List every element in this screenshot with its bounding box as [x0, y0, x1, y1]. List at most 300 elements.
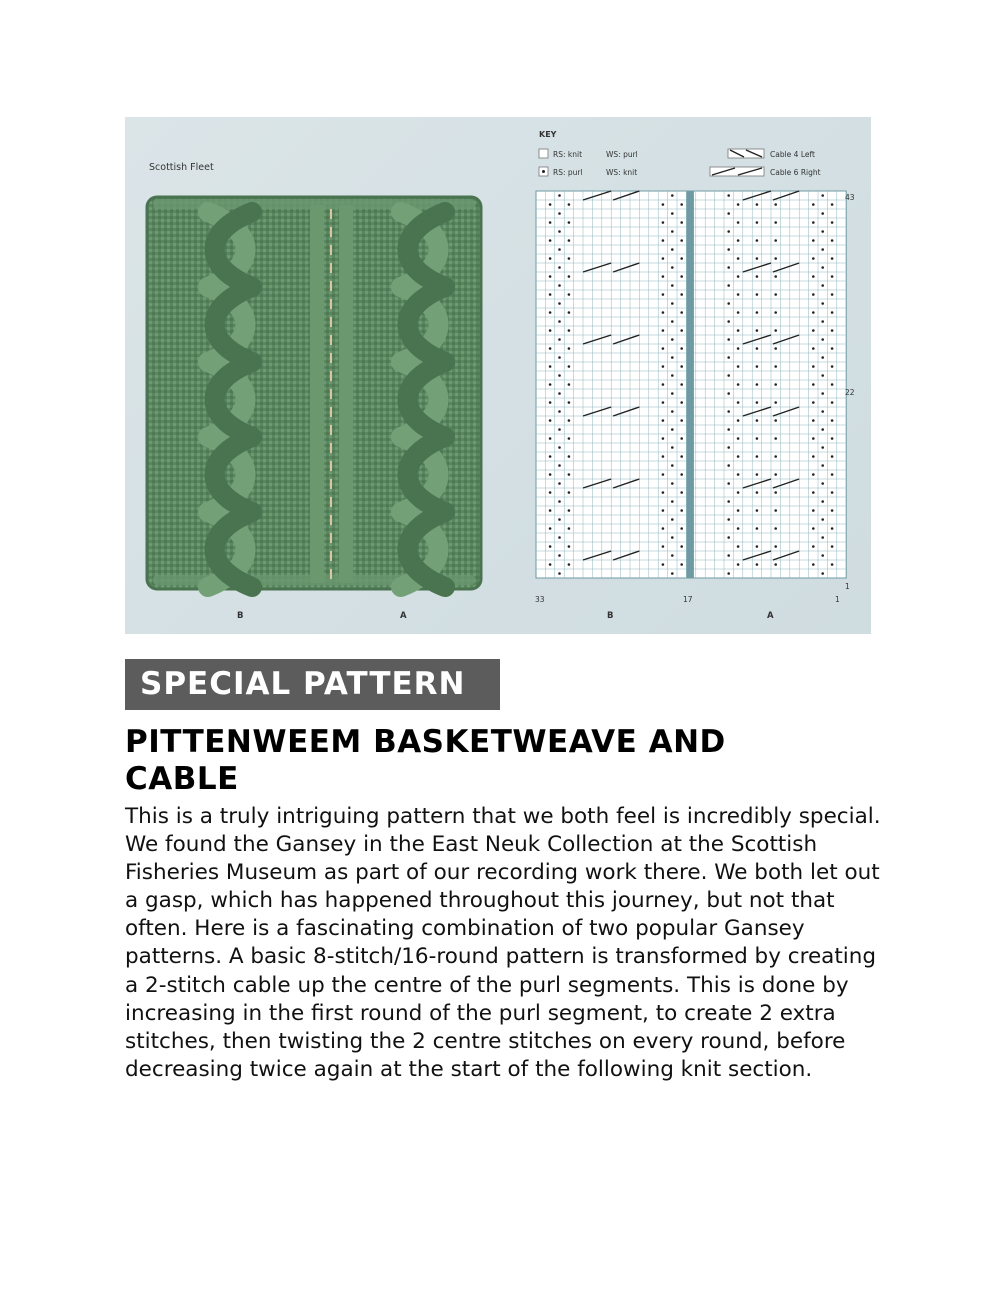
- purl-dot: [737, 257, 740, 260]
- purl-dot: [549, 275, 552, 278]
- purl-dot: [831, 509, 834, 512]
- purl-dot: [558, 500, 561, 503]
- purl-dot: [831, 239, 834, 242]
- purl-dot: [671, 554, 674, 557]
- purl-dot: [680, 563, 683, 566]
- purl-dot: [812, 401, 815, 404]
- row-number-43: 43: [845, 193, 855, 202]
- purl-dot: [568, 491, 571, 494]
- purl-dot: [671, 320, 674, 323]
- purl-dot: [737, 239, 740, 242]
- purl-dot: [831, 221, 834, 224]
- purl-dot: [568, 293, 571, 296]
- purl-dot: [558, 266, 561, 269]
- purl-dot: [671, 230, 674, 233]
- purl-dot: [756, 437, 759, 440]
- purl-dot: [831, 383, 834, 386]
- purl-dot: [662, 257, 665, 260]
- purl-dot: [671, 284, 674, 287]
- purl-dot: [821, 536, 824, 539]
- knit-box-icon: [539, 149, 548, 158]
- purl-dot: [549, 311, 552, 314]
- purl-dot: [549, 329, 552, 332]
- purl-dot: [812, 293, 815, 296]
- purl-dot: [662, 239, 665, 242]
- purl-dot: [727, 230, 730, 233]
- purl-dot: [671, 428, 674, 431]
- purl-dot: [727, 410, 730, 413]
- purl-dot: [756, 401, 759, 404]
- purl-dot: [680, 275, 683, 278]
- col-number-1: 1: [835, 595, 840, 604]
- swatch-label-a: A: [400, 611, 407, 621]
- purl-dot: [680, 311, 683, 314]
- col-number-17: 17: [683, 595, 693, 604]
- purl-dot: [549, 437, 552, 440]
- purl-dot: [662, 527, 665, 530]
- purl-dot: [727, 284, 730, 287]
- purl-dot: [671, 266, 674, 269]
- purl-dot: [774, 527, 777, 530]
- purl-dot: [812, 347, 815, 350]
- purl-dot: [549, 257, 552, 260]
- purl-dot: [549, 473, 552, 476]
- purl-dot: [727, 554, 730, 557]
- purl-dot: [756, 329, 759, 332]
- purl-dot: [558, 284, 561, 287]
- purl-dot: [662, 419, 665, 422]
- purl-dot: [680, 419, 683, 422]
- purl-dot: [831, 203, 834, 206]
- purl-dot: [737, 383, 740, 386]
- purl-dot: [568, 275, 571, 278]
- purl-dot: [821, 572, 824, 575]
- key-ws-knit: WS: knit: [606, 168, 638, 177]
- chart-label-a: A: [767, 611, 774, 621]
- purl-dot: [812, 473, 815, 476]
- purl-dot: [821, 266, 824, 269]
- purl-dot: [756, 491, 759, 494]
- purl-dot: [727, 266, 730, 269]
- key-cable-6-right: Cable 6 Right: [770, 168, 821, 177]
- purl-dot: [568, 455, 571, 458]
- purl-dot: [831, 329, 834, 332]
- purl-dot: [568, 437, 571, 440]
- purl-dot: [727, 338, 730, 341]
- purl-dot: [680, 383, 683, 386]
- key-rs-purl: RS: purl: [553, 168, 583, 177]
- purl-dot: [558, 356, 561, 359]
- purl-dot: [727, 446, 730, 449]
- purl-dot: [680, 347, 683, 350]
- purl-dot: [558, 446, 561, 449]
- purl-dot: [558, 212, 561, 215]
- purl-dot: [727, 212, 730, 215]
- purl-dot: [671, 572, 674, 575]
- purl-dot: [821, 356, 824, 359]
- purl-dot: [662, 275, 665, 278]
- purl-dot: [680, 329, 683, 332]
- purl-dot: [568, 473, 571, 476]
- purl-dot: [671, 518, 674, 521]
- purl-dot: [756, 257, 759, 260]
- purl-dot: [774, 221, 777, 224]
- purl-dot: [727, 356, 730, 359]
- purl-dot: [831, 491, 834, 494]
- purl-dot: [727, 392, 730, 395]
- purl-dot: [680, 239, 683, 242]
- cable-4-left-icon: [728, 149, 764, 158]
- purl-dot: [549, 239, 552, 242]
- purl-dot: [737, 203, 740, 206]
- purl-dot: [671, 500, 674, 503]
- pattern-figure: [125, 117, 871, 634]
- purl-dot: [549, 545, 552, 548]
- col-number-33: 33: [535, 595, 545, 604]
- row-number-1: 1: [845, 582, 850, 591]
- purl-dot: [756, 347, 759, 350]
- purl-dot: [568, 347, 571, 350]
- purl-dot: [737, 275, 740, 278]
- purl-dot: [812, 455, 815, 458]
- purl-dot: [774, 293, 777, 296]
- purl-dot: [662, 329, 665, 332]
- purl-dot: [558, 338, 561, 341]
- purl-dot: [737, 221, 740, 224]
- purl-dot: [737, 455, 740, 458]
- purl-dot: [821, 518, 824, 521]
- purl-dot: [680, 257, 683, 260]
- purl-dot: [558, 428, 561, 431]
- purl-dot: [774, 455, 777, 458]
- purl-dot: [680, 473, 683, 476]
- purl-dot: [774, 563, 777, 566]
- purl-dot: [568, 329, 571, 332]
- purl-dot: [671, 374, 674, 377]
- purl-dot: [727, 464, 730, 467]
- row-number-22: 22: [845, 388, 855, 397]
- purl-dot: [662, 473, 665, 476]
- purl-dot: [812, 311, 815, 314]
- purl-dot: [558, 320, 561, 323]
- purl-dot: [831, 365, 834, 368]
- purl-dot: [756, 473, 759, 476]
- purl-dot: [774, 491, 777, 494]
- purl-dot: [774, 329, 777, 332]
- purl-dot: [727, 536, 730, 539]
- purl-dot: [737, 563, 740, 566]
- purl-dot: [831, 563, 834, 566]
- purl-dot: [727, 482, 730, 485]
- purl-dot: [727, 500, 730, 503]
- purl-dot: [821, 464, 824, 467]
- center-rib-right: [339, 205, 353, 583]
- purl-dot: [756, 527, 759, 530]
- purl-dot: [774, 545, 777, 548]
- purl-dot: [831, 293, 834, 296]
- purl-dot: [821, 338, 824, 341]
- panel-divider: [686, 191, 694, 578]
- purl-dot: [756, 239, 759, 242]
- purl-dot: [558, 554, 561, 557]
- purl-dot: [727, 248, 730, 251]
- purl-dot: [831, 455, 834, 458]
- purl-dot: [671, 482, 674, 485]
- purl-dot: [821, 410, 824, 413]
- purl-dot: [568, 401, 571, 404]
- chart-label-b: B: [607, 611, 614, 621]
- purl-dot: [821, 446, 824, 449]
- purl-dot: [737, 311, 740, 314]
- cable-6-right-icon: [710, 167, 764, 176]
- purl-dot: [680, 545, 683, 548]
- pattern-description: This is a truly intriguing pattern that we both feel is incredibly special. We found the Gansey in the East Neuk Collection at the Scottish Fisheries Museum as part of our recording work there. We both let out a gasp, which has happened throughout this journey, but not that often. Here is a fascinating combination of two popular Gansey patterns. A basic 8-stitch/16-round pattern is transformed by creating a 2-stitch cable up the centre of the purl segments. This is done by increasing in the first round of the purl segment, to create 2 extra stitches, then twisting the 2 centre stitches on every round, before decreasing twice again at the start of the following knit section.: [125, 804, 881, 1082]
- purl-dot: [549, 293, 552, 296]
- purl-dot: [680, 437, 683, 440]
- purl-dot: [568, 365, 571, 368]
- key-heading: KEY: [539, 130, 557, 139]
- purl-dot: [812, 365, 815, 368]
- purl-dot: [756, 293, 759, 296]
- purl-dot: [662, 437, 665, 440]
- purl-dot: [671, 392, 674, 395]
- purl-dot: [812, 509, 815, 512]
- purl-dot: [737, 347, 740, 350]
- purl-dot: [821, 428, 824, 431]
- purl-dot: [558, 194, 561, 197]
- purl-dot: [558, 392, 561, 395]
- purl-dot: [568, 221, 571, 224]
- purl-dot: [737, 401, 740, 404]
- purl-dot: [821, 194, 824, 197]
- purl-dot: [774, 275, 777, 278]
- purl-dot: [549, 527, 552, 530]
- purl-dot: [812, 437, 815, 440]
- purl-dot: [558, 482, 561, 485]
- purl-dot: [821, 230, 824, 233]
- purl-dot: [727, 320, 730, 323]
- purl-dot: [671, 248, 674, 251]
- purl-dot: [737, 293, 740, 296]
- purl-dot: [774, 473, 777, 476]
- center-rib-left: [310, 205, 324, 583]
- purl-dot: [812, 527, 815, 530]
- purl-dot: [662, 509, 665, 512]
- purl-dot: [727, 428, 730, 431]
- purl-dot: [831, 473, 834, 476]
- purl-dot: [568, 545, 571, 548]
- purl-dot: [680, 455, 683, 458]
- purl-dot: [737, 527, 740, 530]
- purl-dot: [737, 329, 740, 332]
- purl-dot: [774, 383, 777, 386]
- purl-dot: [568, 419, 571, 422]
- purl-dot: [680, 221, 683, 224]
- purl-dot: [756, 545, 759, 548]
- purl-dot: [812, 275, 815, 278]
- purl-dot: [756, 203, 759, 206]
- purl-dot: [774, 419, 777, 422]
- purl-dot: [831, 347, 834, 350]
- purl-dot: [831, 401, 834, 404]
- purl-dot: [549, 203, 552, 206]
- purl-dot: [831, 275, 834, 278]
- purl-dot: [727, 572, 730, 575]
- purl-dot: [671, 410, 674, 413]
- purl-dot: [568, 311, 571, 314]
- purl-dot: [549, 221, 552, 224]
- figure-graphic: [125, 117, 871, 634]
- purl-dot: [662, 545, 665, 548]
- purl-dot: [662, 491, 665, 494]
- purl-dot: [727, 194, 730, 197]
- purl-dot: [774, 239, 777, 242]
- purl-dot: [662, 365, 665, 368]
- purl-dot: [756, 455, 759, 458]
- key-cable-4-left: Cable 4 Left: [770, 150, 815, 159]
- purl-dot: [821, 482, 824, 485]
- purl-dot: [662, 563, 665, 566]
- purl-dot: [680, 527, 683, 530]
- purl-dot: [680, 401, 683, 404]
- knitting-chart: [536, 191, 846, 578]
- purl-dot: [662, 203, 665, 206]
- purl-dot: [737, 545, 740, 548]
- purl-dot: [662, 455, 665, 458]
- purl-dot: [774, 203, 777, 206]
- purl-dot: [671, 464, 674, 467]
- purl-dot: [831, 257, 834, 260]
- purl-dot: [774, 437, 777, 440]
- purl-dot: [727, 302, 730, 305]
- purl-dot: [568, 239, 571, 242]
- purl-dot: [662, 221, 665, 224]
- purl-dot: [558, 302, 561, 305]
- purl-dot: [558, 518, 561, 521]
- purl-dot: [756, 509, 759, 512]
- purl-dot: [549, 419, 552, 422]
- purl-dot: [737, 365, 740, 368]
- purl-dot: [568, 509, 571, 512]
- purl-dot: [774, 509, 777, 512]
- purl-dot: [831, 437, 834, 440]
- purl-dot: [737, 509, 740, 512]
- purl-dot: [774, 347, 777, 350]
- purl-dot: [680, 293, 683, 296]
- purl-dot: [671, 194, 674, 197]
- purl-dot: [821, 392, 824, 395]
- purl-dot: [756, 311, 759, 314]
- purl-dot: [549, 563, 552, 566]
- purl-dot: [774, 311, 777, 314]
- purl-dot: [671, 356, 674, 359]
- key-rs-knit: RS: knit: [553, 150, 583, 159]
- purl-dot: [568, 563, 571, 566]
- purl-dot: [756, 365, 759, 368]
- purl-dot: [662, 347, 665, 350]
- purl-dot: [821, 320, 824, 323]
- purl-dot: [671, 212, 674, 215]
- purl-dot: [831, 527, 834, 530]
- purl-dot: [737, 473, 740, 476]
- purl-dot: [774, 401, 777, 404]
- key-ws-purl: WS: purl: [606, 150, 638, 159]
- purl-dot: [812, 419, 815, 422]
- purl-dot: [812, 491, 815, 494]
- purl-dot: [671, 446, 674, 449]
- purl-dot: [558, 410, 561, 413]
- purl-dot: [549, 365, 552, 368]
- purl-dot: [549, 455, 552, 458]
- purl-dot: [774, 257, 777, 260]
- purl-dot: [549, 509, 552, 512]
- swatch-label-b: B: [237, 611, 244, 621]
- purl-dot: [680, 203, 683, 206]
- purl-dot: [558, 248, 561, 251]
- purl-dot: [812, 257, 815, 260]
- purl-dot: [821, 554, 824, 557]
- purl-dot: [821, 284, 824, 287]
- purl-dot: [558, 536, 561, 539]
- purl-dot: [671, 302, 674, 305]
- pattern-title: PITTENWEEM BASKETWEAVE AND CABLE: [125, 724, 726, 797]
- purl-dot: [680, 509, 683, 512]
- purl-dot: [558, 374, 561, 377]
- purl-dot: [568, 527, 571, 530]
- purl-dot: [812, 221, 815, 224]
- purl-dot: [756, 221, 759, 224]
- chart-key: [539, 130, 821, 177]
- purl-dot: [662, 383, 665, 386]
- purl-dot: [737, 437, 740, 440]
- purl-dot: [812, 383, 815, 386]
- purl-dot: [727, 518, 730, 521]
- purl-dot: [756, 383, 759, 386]
- purl-dot: [812, 329, 815, 332]
- purl-dot: [831, 419, 834, 422]
- purl-dot: [821, 248, 824, 251]
- purl-dot: [812, 563, 815, 566]
- purl-dot: [812, 545, 815, 548]
- purl-dot: [558, 464, 561, 467]
- purl-dot: [568, 257, 571, 260]
- purl-dot: [812, 239, 815, 242]
- purl-dot: [756, 419, 759, 422]
- purl-dot: [558, 230, 561, 233]
- purl-dot: [821, 500, 824, 503]
- purl-dot: [671, 536, 674, 539]
- special-pattern-badge: SPECIAL PATTERN: [125, 659, 500, 710]
- purl-dot: [821, 212, 824, 215]
- purl-dot: [662, 401, 665, 404]
- swatch-label: Scottish Fleet: [149, 162, 214, 173]
- purl-dot: [558, 572, 561, 575]
- purl-dot: [727, 374, 730, 377]
- purl-dot: [756, 563, 759, 566]
- knit-swatch: [147, 197, 481, 589]
- purl-dot: [821, 374, 824, 377]
- purl-dot: [812, 203, 815, 206]
- purl-dot-icon: [542, 170, 545, 173]
- purl-dot: [662, 293, 665, 296]
- purl-dot: [821, 302, 824, 305]
- purl-dot: [568, 203, 571, 206]
- purl-dot: [756, 275, 759, 278]
- purl-dot: [831, 311, 834, 314]
- purl-dot: [737, 419, 740, 422]
- purl-dot: [549, 491, 552, 494]
- purl-dot: [831, 545, 834, 548]
